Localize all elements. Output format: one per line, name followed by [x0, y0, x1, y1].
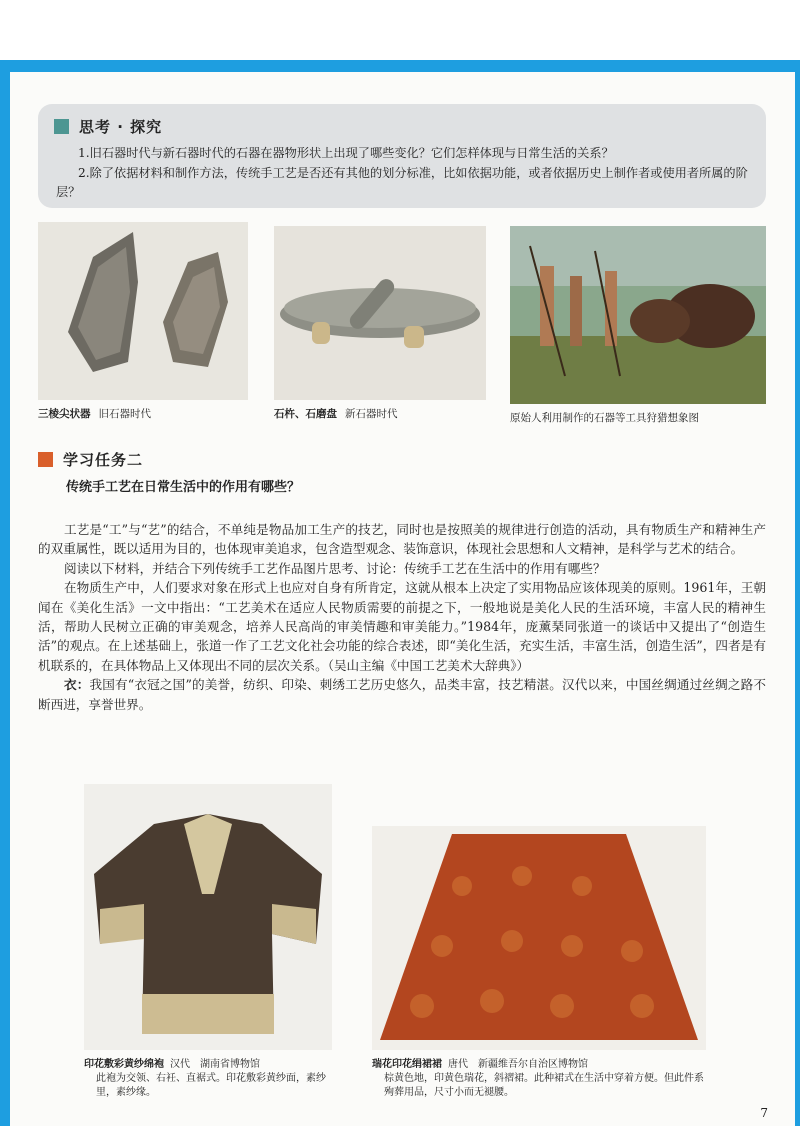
think-question-1: 1.旧石器时代与新石器时代的石器在器物形状上出现了哪些变化？它们怎样体现与日常生活的关系？: [78, 146, 614, 160]
millstone-illustration: [274, 226, 486, 400]
skirt-illustration: [372, 826, 706, 1050]
caption-stone-point: 三棱尖状器 旧石器时代: [38, 408, 151, 420]
caption-tang-skirt: 瑞花印花绢裙裙 唐代 新疆维吾尔自治区博物馆 棕黄色地，印黄色瑞花，斜褶裙。此种裙式在生活中穿着方便。但此件系殉葬用品，尺寸小而无褪腰。: [372, 1059, 704, 1098]
body-text: [38, 520, 766, 714]
robe-illustration: [84, 784, 332, 1050]
think-question-2: 2.除了依据材料和制作方法，传统手工艺是否还有其他的划分标准，比如依据功能，或者依据历史上制作者或使用者所属的阶层？: [56, 166, 748, 199]
pestle-millstone-image: [274, 226, 486, 400]
page-number: 7: [760, 1106, 768, 1120]
paragraph-3: 在物质生产中，人们要求对象在形式上也应对自身有所肯定，这就从根本上决定了实用物品应该体现美的原则。1961年，王朝闻在《美化生活》一文中指出：“工艺美术在适应人民物质需要的前提之下，一般地说是美化人民的生活环境，丰富人民的精神生活，帮助人民树立正确的审美观念，培养人民高尚的审美情趣和审美能力。”1984年，庞薰琹同张道一的谈话中又提出了“创造生活”的观点。在上述基础上，张道一作了工艺文化社会功能的综合表述，即“美化生活，充实生活，丰富生活，创造生活”，四者是有机联系的，在具体物品上又体现出不同的层次关系。（吴山主编《中国工艺美术大辞典》）: [38, 580, 766, 673]
hunting-illustration: [510, 226, 766, 404]
caption-hunting: 原始人利用制作的石器等工具狩猎想象图: [510, 412, 699, 424]
stone-point-tools-image: [38, 222, 248, 400]
paragraph-2: 阅读以下材料，并结合下列传统手工艺作品图片思考、讨论：传统手工艺在生活中的作用有哪些？: [64, 560, 606, 576]
paragraph-4: 衣：我国有“衣冠之国”的美誉，纺织、印染、刺绣工艺历史悠久，品类丰富，技艺精湛。汉代以来，中国丝绸通过丝绸之路不断西进，享誉世界。: [38, 677, 767, 712]
caption-millstone: 石杵、石磨盘 新石器时代: [274, 408, 398, 420]
task-question: 传统手工艺在日常生活中的作用有哪些？: [66, 480, 301, 495]
think-title: 思考 · 探究: [79, 118, 163, 136]
hunting-scene-image: [510, 226, 766, 404]
paragraph-1: 工艺是“工”与“艺”的结合，不单纯是物品加工生产的技艺，同时也是按照美的规律进行创造的活动，具有物质生产和精神生产的双重属性，既以适用为目的，也体现审美追求，包含造型观念、装饰意识，体现社会思想和人文精神，是科学与艺术的结合。: [38, 522, 766, 557]
top-margin: [0, 0, 800, 60]
tang-skirt-image: [372, 826, 706, 1050]
task-header: [38, 449, 143, 470]
section-square-icon: [38, 452, 53, 467]
han-robe-image: [84, 784, 332, 1050]
caption-han-robe: 印花敷彩黄纱绵袍 汉代 湖南省博物馆 此袍为交领、右衽、直裾式。印花敷彩黄纱面，素纱里，素纱缘。: [84, 1059, 326, 1098]
section-square-icon: [54, 119, 69, 134]
think-header: [54, 116, 162, 137]
clothing-lead: 衣：: [64, 677, 90, 693]
think-explore-box: [38, 104, 766, 208]
stone-tools-illustration: [38, 222, 248, 400]
task-title: 学习任务二: [63, 451, 144, 469]
